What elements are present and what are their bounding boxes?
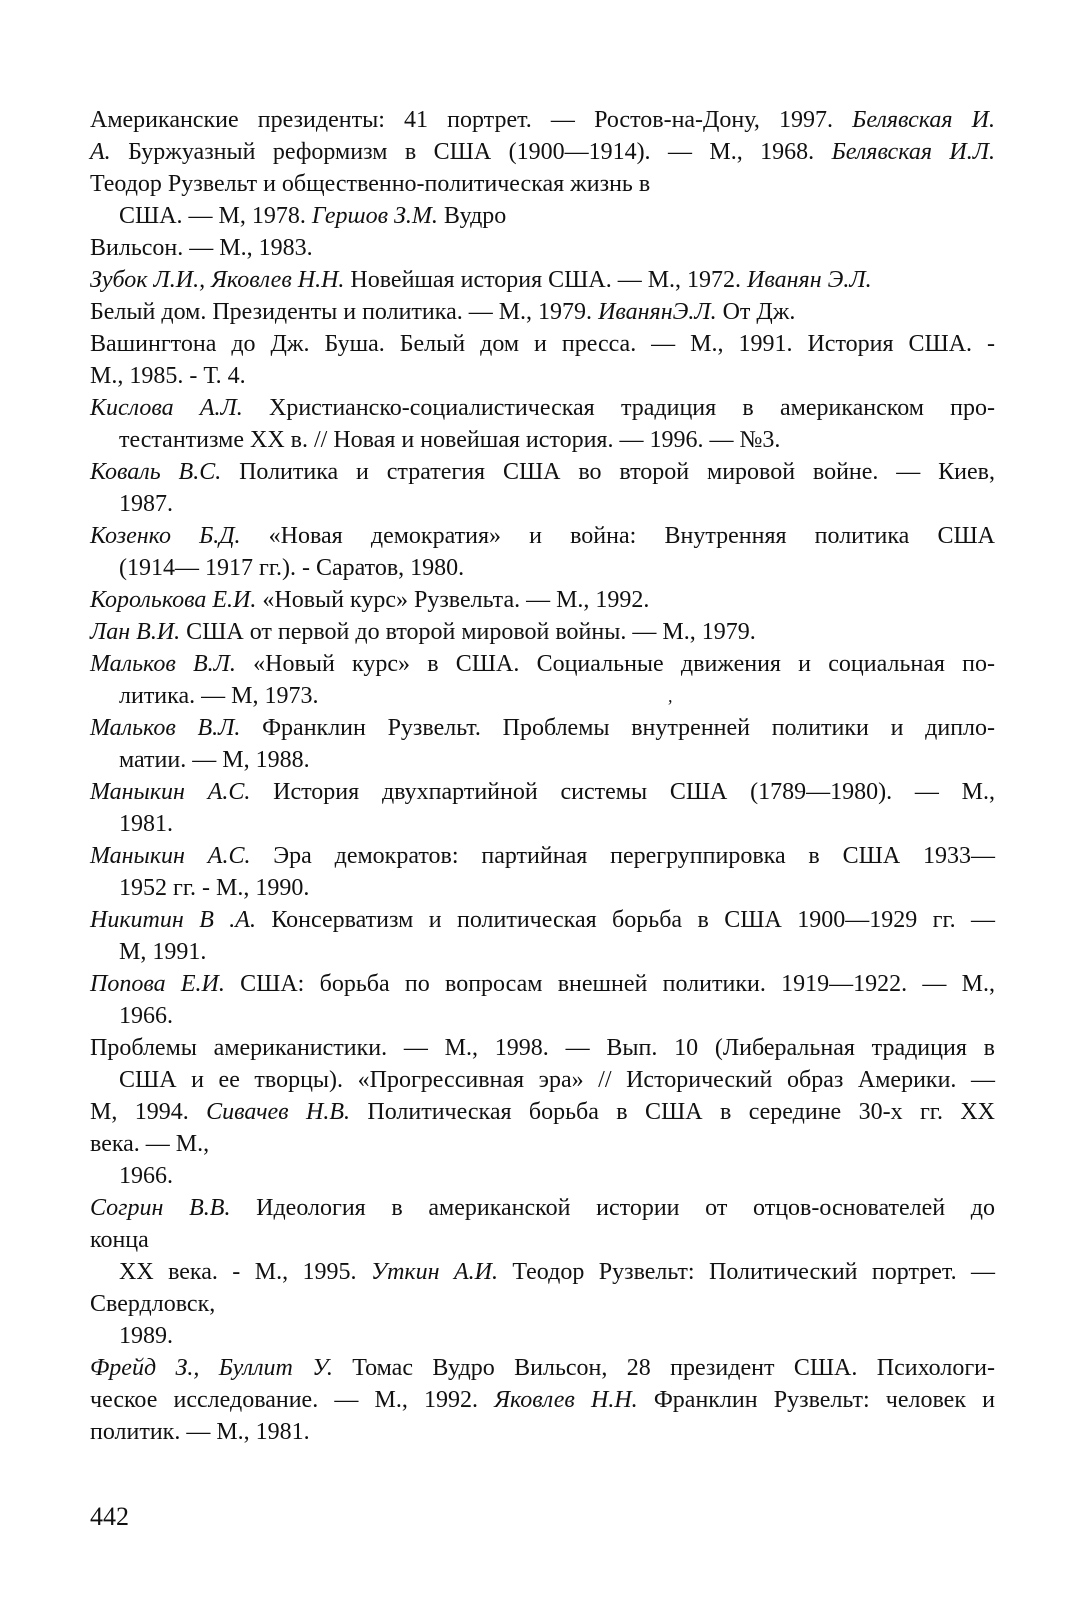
citation-text: М, 1994.: [90, 1099, 207, 1125]
bibliography-line: [90, 424, 995, 456]
bibliography-line: [90, 328, 995, 360]
citation-text: (1914— 1917 гг.). - Саратов, 1980.: [119, 555, 465, 581]
bibliography-line: [90, 136, 995, 168]
bibliography-line: [90, 1096, 995, 1128]
citation-text: М., 1985. - Т. 4.: [90, 363, 246, 389]
bibliography-line: [90, 648, 995, 680]
citation-text: конца: [90, 1227, 149, 1253]
author-name: Иванян Э.Л.: [747, 267, 872, 293]
author-name: Лан В.И.: [90, 619, 181, 645]
bibliography-line: [90, 1000, 995, 1032]
bibliography-line: [90, 840, 995, 872]
citation-text: США: борьба по вопросам внешней политики. 1919—1922. — М.,: [224, 971, 995, 997]
bibliography-line: [90, 1224, 995, 1256]
bibliography-line: [90, 1032, 995, 1064]
bibliography-page: [90, 104, 995, 1448]
citation-text: 1966.: [119, 1163, 173, 1189]
author-name: Уткин А.И.: [370, 1259, 498, 1285]
citation-text: 1981.: [119, 811, 173, 837]
page-number: 442: [90, 1502, 129, 1531]
citation-text: Свердловск,: [90, 1291, 216, 1317]
bibliography-line: [90, 968, 995, 1000]
bibliography-line: [90, 232, 995, 264]
author-name: Маныкин А.С.: [90, 779, 251, 805]
author-name: Коваль В.С.: [90, 459, 222, 485]
author-name: Белявская И.: [852, 107, 995, 133]
bibliography-line: [90, 808, 995, 840]
stray-mark: ,: [668, 686, 673, 706]
bibliography-line: [90, 872, 995, 904]
citation-text: Буржуазный реформизм в США (1900—1914). — М., 1968.: [110, 139, 832, 165]
author-name: Белявская И.Л.: [831, 139, 995, 165]
author-name: Кислова А.Л.: [90, 395, 243, 421]
citation-text: 1987.: [119, 491, 173, 517]
bibliography-line: [90, 1352, 995, 1384]
bibliography-line: [90, 616, 995, 648]
bibliography-line: [90, 456, 995, 488]
citation-text: Теодор Рузвельт и общественно-политическая жизнь в: [90, 171, 651, 197]
citation-text: Идеология в американской истории от отцов-основателей до: [230, 1195, 996, 1221]
citation-text: Американские президенты: 41 портрет. — Ростов-на-Дону, 1997.: [90, 107, 853, 133]
bibliography-line: [90, 776, 995, 808]
bibliography-line: [90, 296, 995, 328]
bibliography-line: [90, 584, 995, 616]
citation-text: «Новая демократия» и война: Внутренняя политика США: [240, 523, 995, 549]
author-name: ИванянЭ.Л.: [598, 299, 717, 325]
bibliography-line: [90, 552, 995, 584]
author-name: Сивачев Н.В.: [206, 1099, 350, 1125]
bibliography-line: [90, 712, 995, 744]
citation-text: История двухпартийной системы США (1789—1980). — М.,: [250, 779, 995, 805]
citation-text: Вильсон. — М., 1983.: [90, 235, 313, 261]
citation-text: века. — М.,: [90, 1131, 210, 1157]
author-name: Яковлев Н.Н.: [494, 1387, 638, 1413]
citation-text: Вудро: [437, 203, 507, 229]
bibliography-line: [90, 488, 995, 520]
citation-text: Политическая борьба в США в середине 30-х гг. XX: [349, 1099, 995, 1125]
author-name: Королькова Е.И.: [90, 587, 257, 613]
citation-text: XX века. - М., 1995.: [119, 1259, 371, 1285]
author-name: Мальков В.Л.: [90, 651, 236, 677]
citation-text: Франклин Рузвельт: человек и: [637, 1387, 995, 1413]
citation-text: Христианско-социалистическая традиция в американском про-: [242, 395, 996, 421]
bibliography-line: [90, 168, 995, 200]
bibliography-line: [90, 104, 995, 136]
author-name: Гершов З.М.: [311, 203, 438, 229]
citation-text: От Дж.: [716, 299, 796, 325]
author-name: Согрин В.В.: [90, 1195, 231, 1221]
bibliography-line: [90, 200, 995, 232]
citation-text: Эра демократов: партийная перегруппировка в США 1933—: [250, 843, 995, 869]
bibliography-line: [90, 680, 995, 712]
citation-text: Консерватизм и политическая борьба в США 1900—1929 гг. —: [255, 907, 996, 933]
bibliography-line: [90, 744, 995, 776]
bibliography-line: [90, 1160, 995, 1192]
bibliography-line: [90, 904, 995, 936]
bibliography-line: [90, 392, 995, 424]
author-name: Никитин В .А.: [90, 907, 256, 933]
author-name: А.: [90, 139, 111, 165]
citation-text: США от первой до второй мировой войны. — М., 1979.: [180, 619, 756, 645]
bibliography-line: [90, 1128, 995, 1160]
citation-text: Теодор Рузвельт: Политический портрет. —: [497, 1259, 996, 1285]
bibliography-line: [90, 936, 995, 968]
citation-text: Новейшая история США. — М., 1972.: [344, 267, 748, 293]
citation-text: 1989.: [119, 1323, 173, 1349]
bibliography-line: [90, 360, 995, 392]
author-name: Попова Е.И.: [90, 971, 225, 997]
citation-text: Вашингтона до Дж. Буша. Белый дом и пресса. — М., 1991. История США. -: [90, 331, 995, 357]
author-name: Маныкин А.С.: [90, 843, 251, 869]
author-name: Мальков В.Л.: [90, 715, 241, 741]
bibliography-line: [90, 264, 995, 296]
author-name: Фрейд З., Буллит У.: [90, 1355, 333, 1381]
citation-text: литика. — М, 1973.: [119, 683, 319, 709]
citation-text: политик. — М., 1981.: [90, 1419, 310, 1445]
author-name: Зубок Л.И., Яковлев Н.Н.: [90, 267, 345, 293]
citation-text: М, 1991.: [119, 939, 207, 965]
citation-text: 1966.: [119, 1003, 173, 1029]
citation-text: ческое исследование. — М., 1992.: [90, 1387, 495, 1413]
bibliography-line: [90, 1288, 995, 1320]
citation-text: тестантизме XX в. // Новая и новейшая история. — 1996. — №3.: [119, 427, 781, 453]
citation-text: «Новый курс» в США. Социальные движения и социальная по-: [235, 651, 995, 677]
bibliography-line: [90, 520, 995, 552]
citation-text: Политика и стратегия США во второй мировой войне. — Киев,: [221, 459, 995, 485]
bibliography-line: [90, 1416, 995, 1448]
citation-text: Белый дом. Президенты и политика. — М., 1979.: [90, 299, 599, 325]
bibliography-line: [90, 1320, 995, 1352]
bibliography-line: [90, 1192, 995, 1224]
author-name: Козенко Б.Д.: [90, 523, 241, 549]
citation-text: 1952 гг. - М., 1990.: [119, 875, 310, 901]
citation-text: Франклин Рузвельт. Проблемы внутренней политики и дипло-: [240, 715, 996, 741]
bibliography-line: [90, 1384, 995, 1416]
citation-text: США и ее творцы). «Прогрессивная эра» // Исторический образ Америки. —: [119, 1067, 995, 1093]
citation-text: Проблемы американистики. — М., 1998. — Вып. 10 (Либеральная традиция в: [90, 1035, 995, 1061]
citation-text: «Новый курс» Рузвельта. — М., 1992.: [256, 587, 650, 613]
citation-text: США. — М, 1978.: [119, 203, 312, 229]
bibliography-line: [90, 1256, 995, 1288]
citation-text: матии. — М, 1988.: [119, 747, 310, 773]
bibliography-line: [90, 1064, 995, 1096]
citation-text: Томас Вудро Вильсон, 28 президент США. Психологи-: [332, 1355, 995, 1381]
